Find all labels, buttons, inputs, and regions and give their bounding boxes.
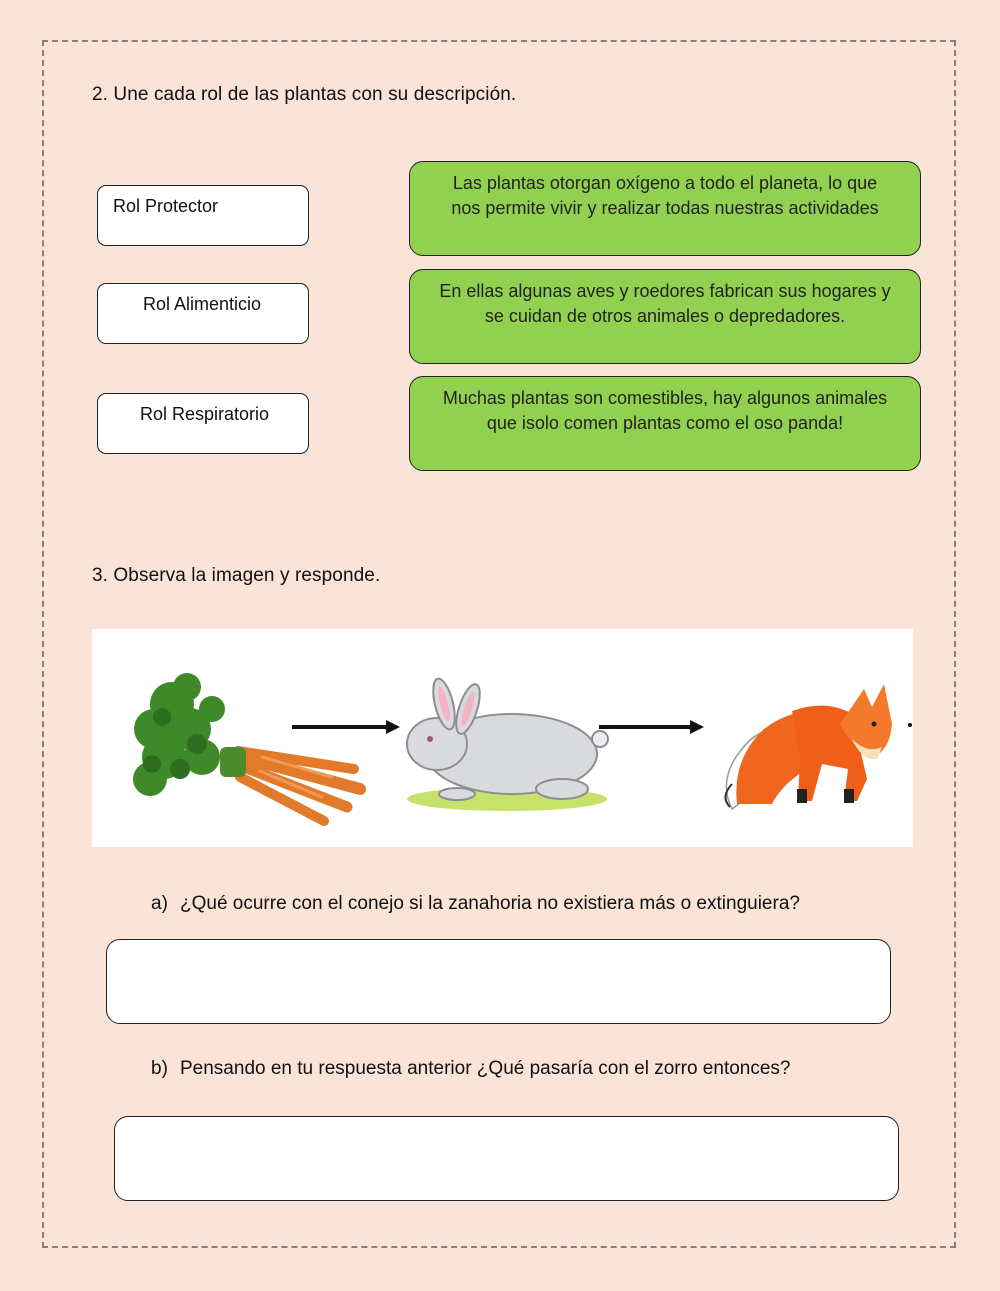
question-label: b) [151,1058,168,1079]
arrow-right-icon [292,720,400,734]
section-2-heading: 2. Une cada rol de las plantas con su descripción. [92,84,517,105]
description-line: Muchas plantas son comestibles, hay algunos animales [442,388,888,408]
description-line: que isolo comen plantas como el oso panda! [486,413,844,433]
description-line: nos permite vivir y realizar todas nuestras actividades [451,198,879,218]
description-line: se cuidan de otros animales o depredadores. [484,306,846,326]
answer-box-a[interactable] [106,939,891,1024]
fox-icon [725,684,892,809]
description-box-habitat[interactable] [409,269,921,364]
arrow-right-icon [599,720,704,734]
description-box-food[interactable] [409,376,921,471]
role-box-protector[interactable] [97,185,309,246]
carrot-icon [133,673,360,821]
trailing-dot-icon [908,723,912,727]
description-line: En ellas algunas aves y roedores fabrican sus hogares y [439,281,891,301]
question-text: ¿Qué ocurre con el conejo si la zanahoria no existiera más o extinguiera? [180,893,800,914]
description-line: Las plantas otorgan oxígeno a todo el planeta, lo que [452,173,878,193]
role-box-alimenticio[interactable] [97,283,309,344]
role-label: Rol Protector [113,196,219,216]
description-box-oxygen[interactable] [409,161,921,256]
role-label: Rol Alimenticio [143,294,262,314]
food-chain-image [92,629,913,847]
role-box-respiratorio[interactable] [97,393,309,454]
section-3-heading: 3. Observa la imagen y responde. [92,565,381,586]
rabbit-icon [407,677,608,811]
question-b [151,1058,791,1080]
question-text: Pensando en tu respuesta anterior ¿Qué pasaría con el zorro entonces? [180,1058,791,1079]
food-chain-illustration [92,629,913,847]
answer-box-b[interactable] [114,1116,899,1201]
role-label: Rol Respiratorio [140,404,270,424]
question-label: a) [151,893,168,914]
question-a [151,893,800,915]
